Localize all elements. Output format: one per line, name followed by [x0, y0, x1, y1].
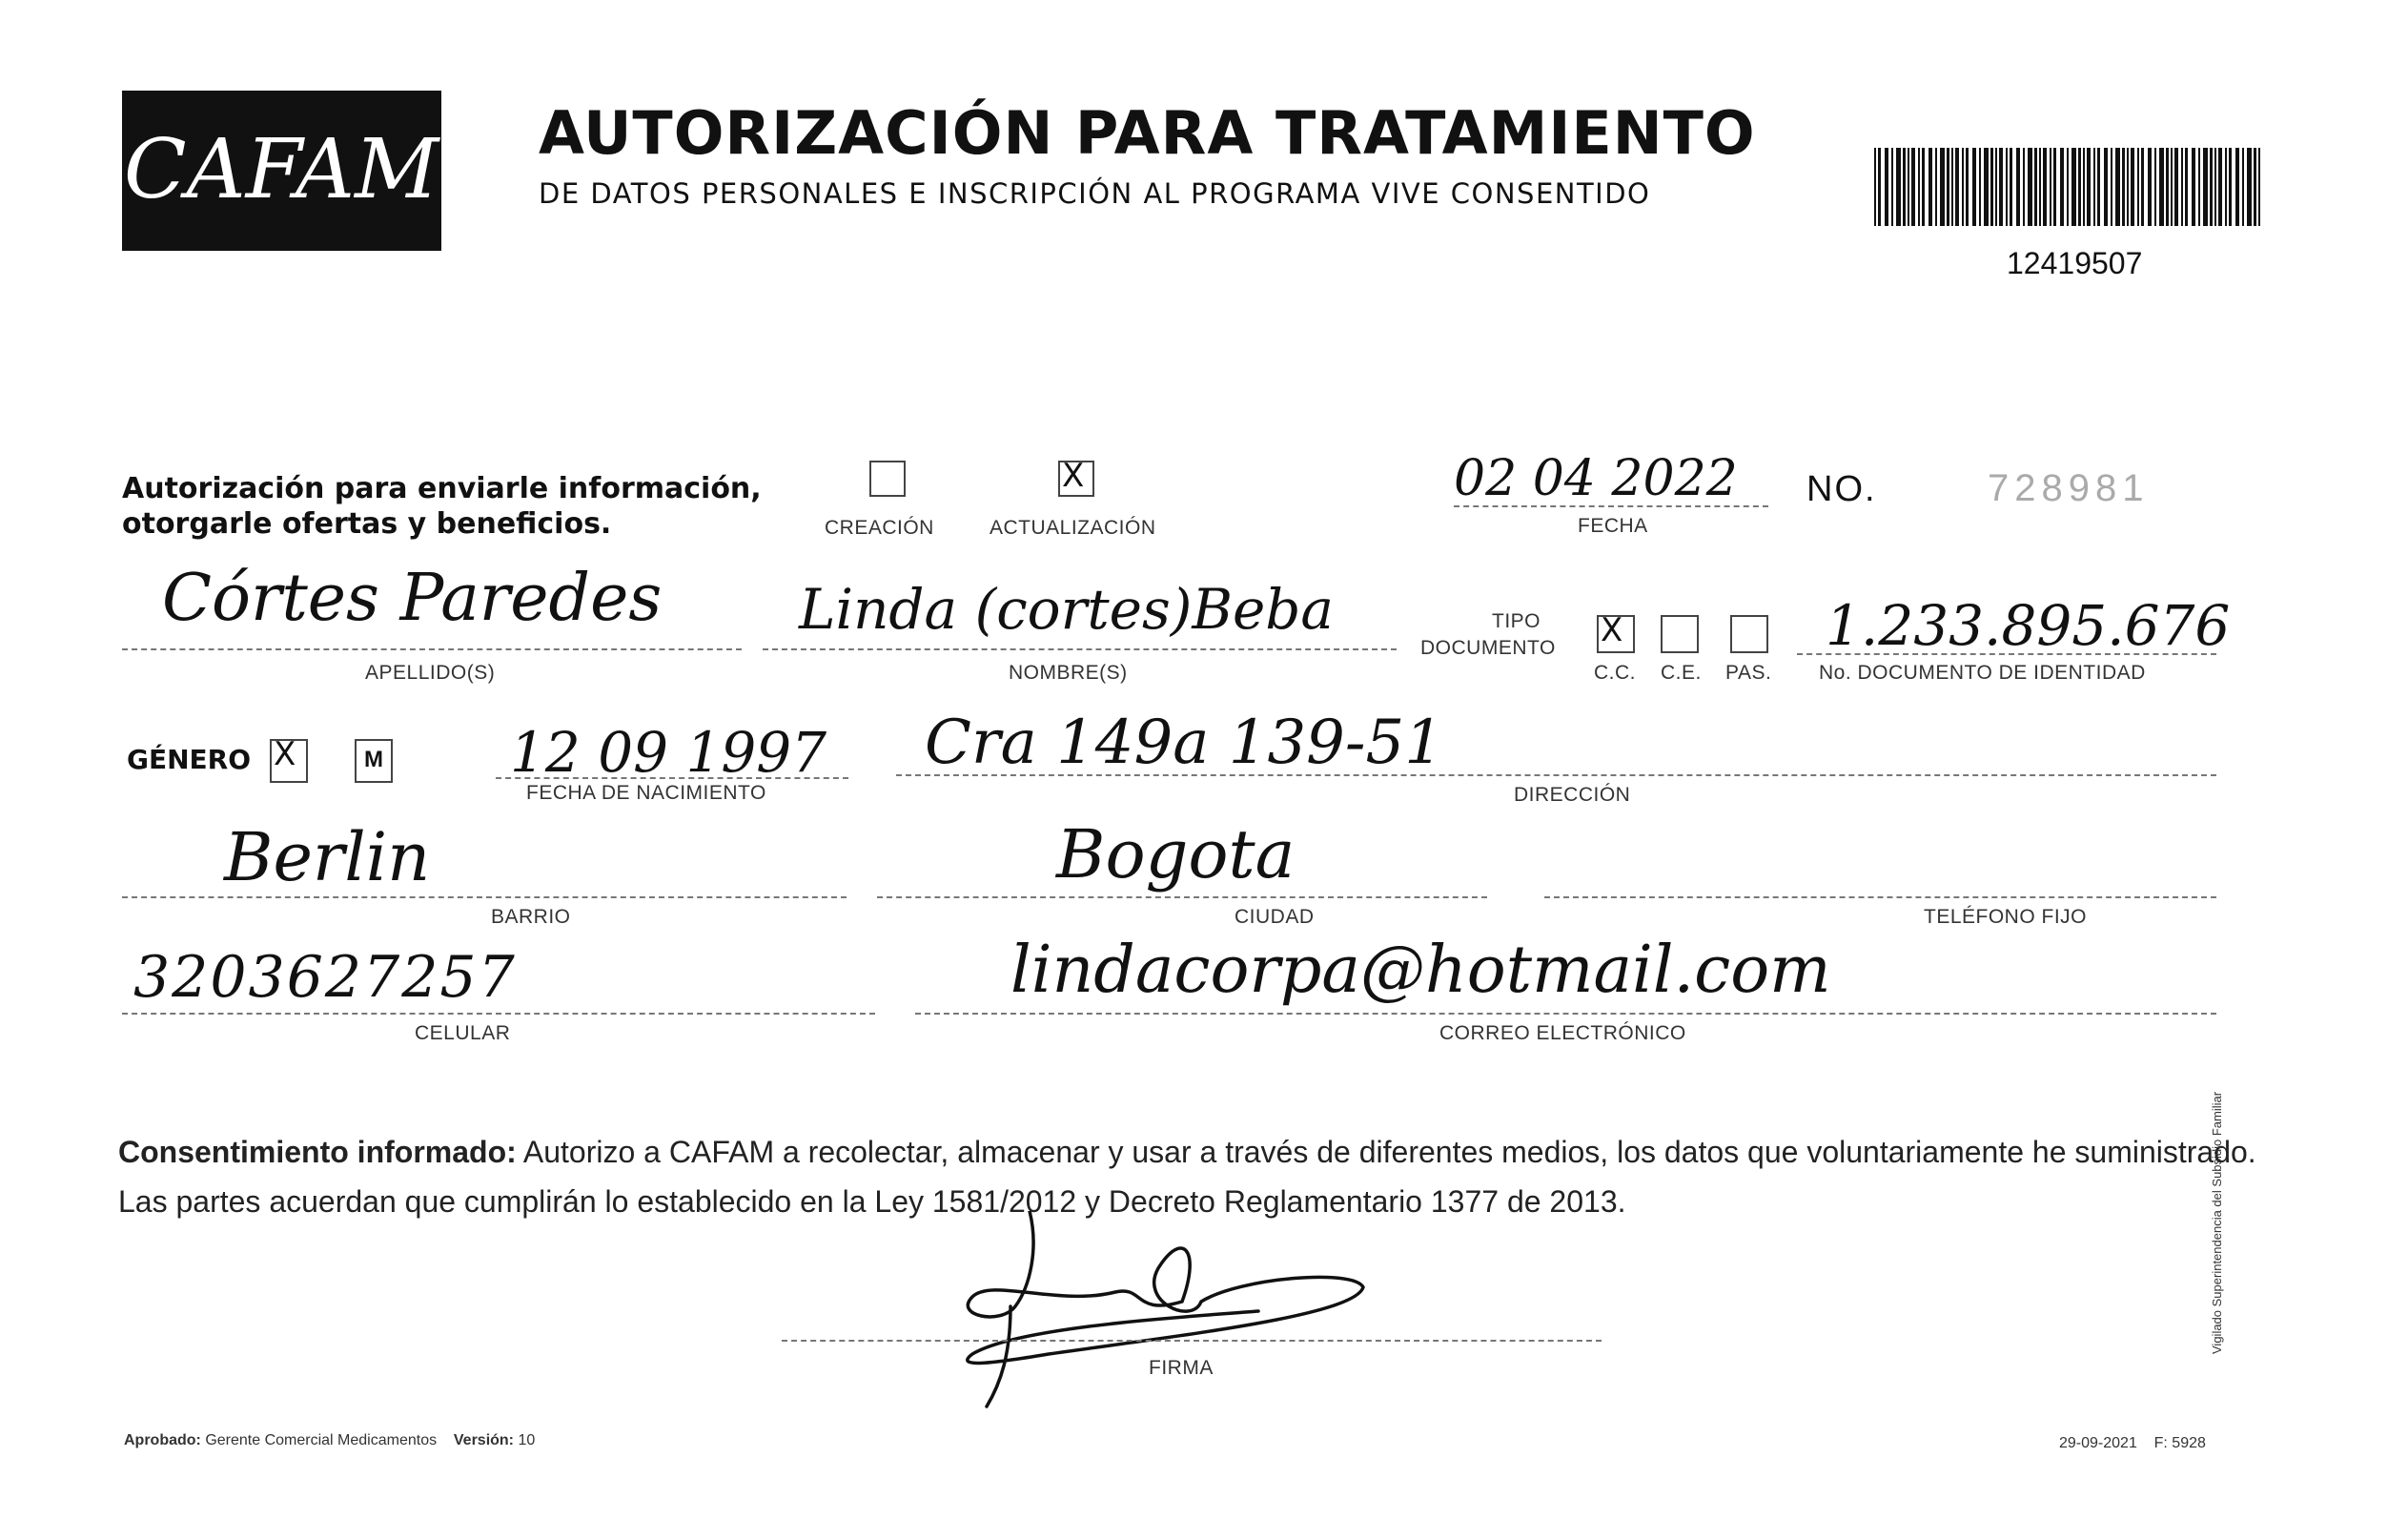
pas-label: PAS.: [1725, 662, 1772, 684]
barcode-bar: [2060, 148, 2064, 226]
barcode-bar: [2185, 148, 2188, 226]
barcode-bar: [2159, 148, 2164, 226]
barcode-bar: [2254, 148, 2256, 226]
genero-f-checkbox[interactable]: [270, 739, 308, 783]
logo-wordmark: CAFAM: [123, 122, 439, 217]
footer-codes: [2059, 1435, 2206, 1452]
barcode-bar: [2154, 148, 2156, 226]
tipo-label-1: TIPO: [1492, 610, 1541, 632]
cafam-logo: [122, 91, 441, 251]
side-vigilado-text: Vigilado Superintendencia del Subsidio Familiar: [2210, 1091, 2224, 1354]
nombres-value: Linda (cortes)Beba: [799, 577, 1334, 642]
barcode-bar: [1995, 148, 1997, 226]
cc-label: C.C.: [1594, 662, 1636, 684]
direccion-label: DIRECCIÓN: [1514, 784, 1631, 806]
barcode-bar: [2034, 148, 2037, 226]
correo-value: lindacorpa@hotmail.com: [1010, 933, 1831, 1008]
barcode-bar: [2083, 148, 2085, 226]
footer-form-code: F: 5928: [2153, 1435, 2206, 1451]
signature-drawing: [896, 1211, 1392, 1411]
correo-label: CORREO ELECTRÓNICO: [1439, 1022, 1686, 1044]
barcode-bar: [1922, 148, 1925, 226]
logo-mark: [122, 91, 441, 251]
firma-label: FIRMA: [1149, 1357, 1214, 1379]
direccion-value: Cra 149a 139-51: [925, 708, 1443, 778]
fecha-value: 02 04 2022: [1454, 450, 1738, 507]
creacion-label: CREACIÓN: [825, 517, 934, 539]
aprobado-value: Gerente Comercial Medicamentos: [205, 1432, 438, 1448]
correo-line: [915, 1013, 2216, 1015]
fecha-line: [1454, 505, 1768, 507]
version-value: 10: [518, 1432, 536, 1448]
barcode-bar: [1940, 148, 1945, 226]
barcode-bar: [1955, 148, 1959, 226]
ciudad-label: CIUDAD: [1235, 906, 1315, 928]
barcode-bar: [1891, 148, 1893, 226]
footer-date-code: 29-09-2021: [2059, 1435, 2137, 1451]
barcode-bar: [2174, 148, 2178, 226]
signature: [896, 1211, 1392, 1411]
barcode-bar: [2087, 148, 2091, 226]
cc-checkbox[interactable]: [1597, 615, 1635, 653]
celular-label: CELULAR: [415, 1022, 511, 1044]
barcode-bar: [2043, 148, 2047, 226]
nombres-line: [763, 648, 1397, 650]
barcode-bar: [2210, 148, 2213, 226]
barrio-label: BARRIO: [491, 906, 571, 928]
barcode-bar: [2141, 148, 2144, 226]
barcode-bar: [2258, 148, 2260, 226]
apellidos-line: [122, 648, 742, 650]
barcode-bar: [2006, 148, 2008, 226]
ciudad-value: Bogota: [1056, 815, 1296, 893]
barcode-bar: [1935, 148, 1937, 226]
barcode-bar: [2148, 148, 2152, 226]
genero-m-label: M: [364, 747, 383, 772]
telefono-label: TELÉFONO FIJO: [1924, 906, 2088, 928]
barcode: [1874, 148, 2265, 231]
barcode-bar: [1990, 148, 1993, 226]
tipo-label-2: DOCUMENTO: [1420, 637, 1556, 659]
barcode-bar: [1911, 148, 1915, 226]
barcode-bar: [1966, 148, 1969, 226]
barcode-bar: [2071, 148, 2076, 226]
nacimiento-value: 12 09 1997: [510, 720, 827, 785]
barcode-bar: [2010, 148, 2012, 226]
barcode-bar: [1874, 148, 1876, 226]
barcode-bar: [1979, 148, 1981, 226]
barcode-bar: [1972, 148, 1976, 226]
barcode-bar: [2166, 148, 2169, 226]
barcode-bar: [2067, 148, 2069, 226]
barcode-bar: [2192, 148, 2195, 226]
barcode-bar: [1928, 148, 1932, 226]
barcode-bar: [2111, 148, 2112, 226]
celular-value: 3203627257: [133, 944, 517, 1011]
barcode-bar: [2127, 148, 2129, 226]
form-title: AUTORIZACIÓN PARA TRATAMIENTO: [539, 98, 1756, 168]
barcode-bar: [2214, 148, 2216, 226]
consent-text-1: Autorizo a CAFAM a recolectar, almacenar y usar a través de diferentes medios, los datos que voluntariamente he suministrado.: [522, 1135, 2256, 1169]
apellidos-value: Córtes Paredes: [162, 561, 663, 636]
barcode-bar: [2247, 148, 2252, 226]
intro-line-2: otorgarle ofertas y beneficios.: [122, 507, 612, 541]
barcode-bar: [2171, 148, 2173, 226]
apellidos-label: APELLIDO(S): [365, 662, 496, 684]
nacimiento-line: [496, 777, 848, 779]
documento-value: 1.233.895.676: [1826, 593, 2231, 658]
nacimiento-label: FECHA DE NACIMIENTO: [526, 782, 766, 804]
barcode-bar: [2016, 148, 2020, 226]
barcode-bar: [2181, 148, 2183, 226]
barcode-bar: [2203, 148, 2208, 226]
celular-line: [122, 1013, 875, 1015]
barcode-bar: [2131, 148, 2134, 226]
barcode-bar: [1962, 148, 1964, 226]
barcode-bar: [2104, 148, 2108, 226]
barcode-bar: [2229, 148, 2232, 226]
consent-line-1: [118, 1135, 2256, 1170]
barcode-bar: [2115, 148, 2120, 226]
barcode-bar: [1999, 148, 2003, 226]
form-subtitle: DE DATOS PERSONALES E INSCRIPCIÓN AL PROGRAMA VIVE CONSENTIDO: [539, 177, 1651, 210]
pas-checkbox[interactable]: [1730, 615, 1768, 653]
barcode-bar: [1951, 148, 1953, 226]
barcode-bar: [2097, 148, 2100, 226]
barrio-line: [122, 896, 847, 898]
barcode-number: 12419507: [2007, 246, 2143, 280]
barcode-bar: [2218, 148, 2222, 226]
number-label: NO.: [1806, 469, 1877, 509]
documento-line: [1797, 653, 2216, 655]
barcode-bar: [2137, 148, 2139, 226]
barcode-bar: [1878, 148, 1881, 226]
barcode-bar: [1918, 148, 1920, 226]
consent-text-2: Las partes acuerdan que cumplirán lo establecido en la Ley 1581/2012 y Decreto Reglamentario 1377 de 2013.: [118, 1184, 1626, 1219]
barcode-bar: [2028, 148, 2032, 226]
barcode-bars: [1874, 148, 2265, 226]
telefono-line: [1544, 896, 2216, 898]
ce-label: C.E.: [1661, 662, 1702, 684]
actualizacion-label: ACTUALIZACIÓN: [990, 517, 1156, 539]
barcode-bar: [2198, 148, 2200, 226]
aprobado-label: Aprobado:: [124, 1432, 201, 1448]
intro-line-1: Autorización para enviarle información,: [122, 472, 762, 505]
fecha-label: FECHA: [1578, 515, 1648, 537]
ciudad-line: [877, 896, 1487, 898]
creacion-checkbox[interactable]: [869, 461, 906, 497]
number-value: 728981: [1988, 467, 2150, 509]
barcode-bar: [2023, 148, 2025, 226]
version-label: Versión:: [453, 1432, 515, 1448]
barcode-bar: [1903, 148, 1906, 226]
barcode-bar: [2235, 148, 2239, 226]
barcode-bar: [2053, 148, 2056, 226]
barcode-bar: [2078, 148, 2081, 226]
genero-m-checkbox[interactable]: [355, 739, 393, 783]
barcode-bar: [1896, 148, 1901, 226]
barcode-bar: [2225, 148, 2227, 226]
barcode-bar: [1885, 148, 1888, 226]
barrio-value: Berlin: [224, 818, 431, 896]
barcode-bar: [2122, 148, 2125, 226]
genero-label: GÉNERO: [127, 744, 252, 775]
barcode-bar: [2050, 148, 2051, 226]
barcode-bar: [2242, 148, 2244, 226]
ce-checkbox[interactable]: [1661, 615, 1699, 653]
barcode-bar: [1947, 148, 1949, 226]
documento-label: No. DOCUMENTO DE IDENTIDAD: [1819, 662, 2146, 684]
consent-heading: Consentimiento informado:: [118, 1135, 517, 1169]
barcode-bar: [2093, 148, 2095, 226]
barcode-bar: [1984, 148, 1989, 226]
footer-approval: [124, 1432, 535, 1449]
nombres-label: NOMBRE(S): [1009, 662, 1128, 684]
barcode-bar: [1908, 148, 1909, 226]
actualizacion-checkbox[interactable]: [1058, 461, 1094, 497]
firma-line: [782, 1340, 1602, 1342]
direccion-line: [896, 774, 2216, 776]
barcode-bar: [2039, 148, 2041, 226]
